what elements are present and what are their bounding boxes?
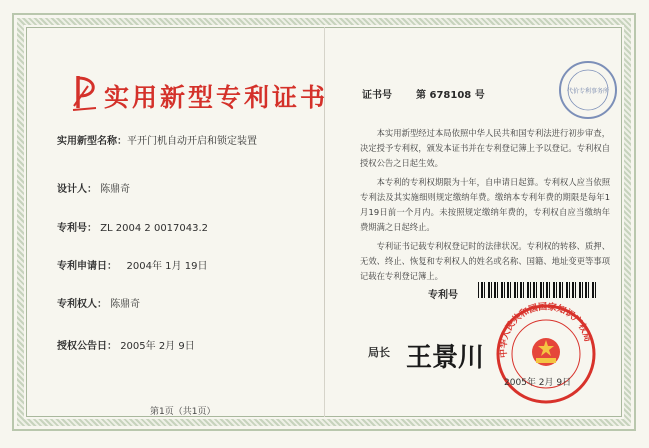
patent-number-label: 专利号： <box>57 223 97 234</box>
application-date-row <box>57 257 207 272</box>
application-date-value: 2004年 1月 19日 <box>126 261 208 272</box>
director-label: 局长 <box>368 346 390 359</box>
certificate-number-row <box>362 86 485 101</box>
agency-stamp-text: 代价专利事务所 <box>566 88 610 95</box>
national-ip-office-seal <box>494 302 598 406</box>
body-paragraph-2: 本专利的专利权期限为十年，自申请日起算。专利权人应当依照专利法及其实施细则规定缴纳年费。缴纳本专利年费的期限是每年1月19日前一个月内。未按照规定缴纳年费的，专利权自应当缴纳年费期满之日起终止。 <box>360 177 610 232</box>
patent-owner-label: 专利权人： <box>57 299 107 310</box>
patent-office-logo-icon <box>72 72 100 112</box>
patent-owner-row <box>57 295 140 310</box>
agency-stamp <box>556 58 620 122</box>
certificate-number-value: 第 678108 号 <box>416 90 485 101</box>
national-emblem-icon <box>532 338 560 366</box>
page-footer: 第1页（共1页） <box>150 407 216 417</box>
barcode-patent-label: 专利号 <box>428 290 458 301</box>
inventor-row <box>57 180 130 195</box>
certificate-body <box>360 126 610 288</box>
grant-date-value: 2005年 2月 9日 <box>120 341 195 352</box>
patent-number-row <box>57 219 208 234</box>
seal-text: 中华人民共和国国家知识产权局 <box>498 302 593 359</box>
seal-date: 2005年 2月 9日 <box>504 378 572 388</box>
certificate-title: 实用新型专利证书 <box>104 83 329 112</box>
director-signature <box>396 334 488 374</box>
grant-date-row <box>57 337 195 352</box>
certificate-number-label: 证书号 <box>362 90 392 101</box>
patent-owner-value: 陈鼎奇 <box>110 299 141 310</box>
patent-number-value: ZL 2004 2 0017043.2 <box>100 223 209 234</box>
inventor-label: 设计人： <box>57 184 97 195</box>
patent-barcode <box>478 282 596 298</box>
inventor-value: 陈鼎奇 <box>100 184 131 195</box>
director-signature-text: 王景川 <box>406 343 485 373</box>
utility-model-name-label: 实用新型名称： <box>57 136 127 147</box>
grant-date-label: 授权公告日： <box>57 341 117 352</box>
body-paragraph-3: 专利证书记载专利权登记时的法律状况。专利权的转移、质押、无效、终止、恢复和专利权人的姓名或名称、国籍、地址变更等事项记载在专利登记簿上。 <box>360 241 610 281</box>
utility-model-name-value: 平开门机自动开启和锁定装置 <box>127 136 257 147</box>
body-paragraph-1: 本实用新型经过本局依照中华人民共和国专利法进行初步审查，决定授予专利权，颁发本证书并在专利登记簿上予以登记。专利权自授权公告之日起生效。 <box>360 128 610 168</box>
utility-model-name-row <box>57 132 257 147</box>
application-date-label: 专利申请日： <box>57 261 117 272</box>
